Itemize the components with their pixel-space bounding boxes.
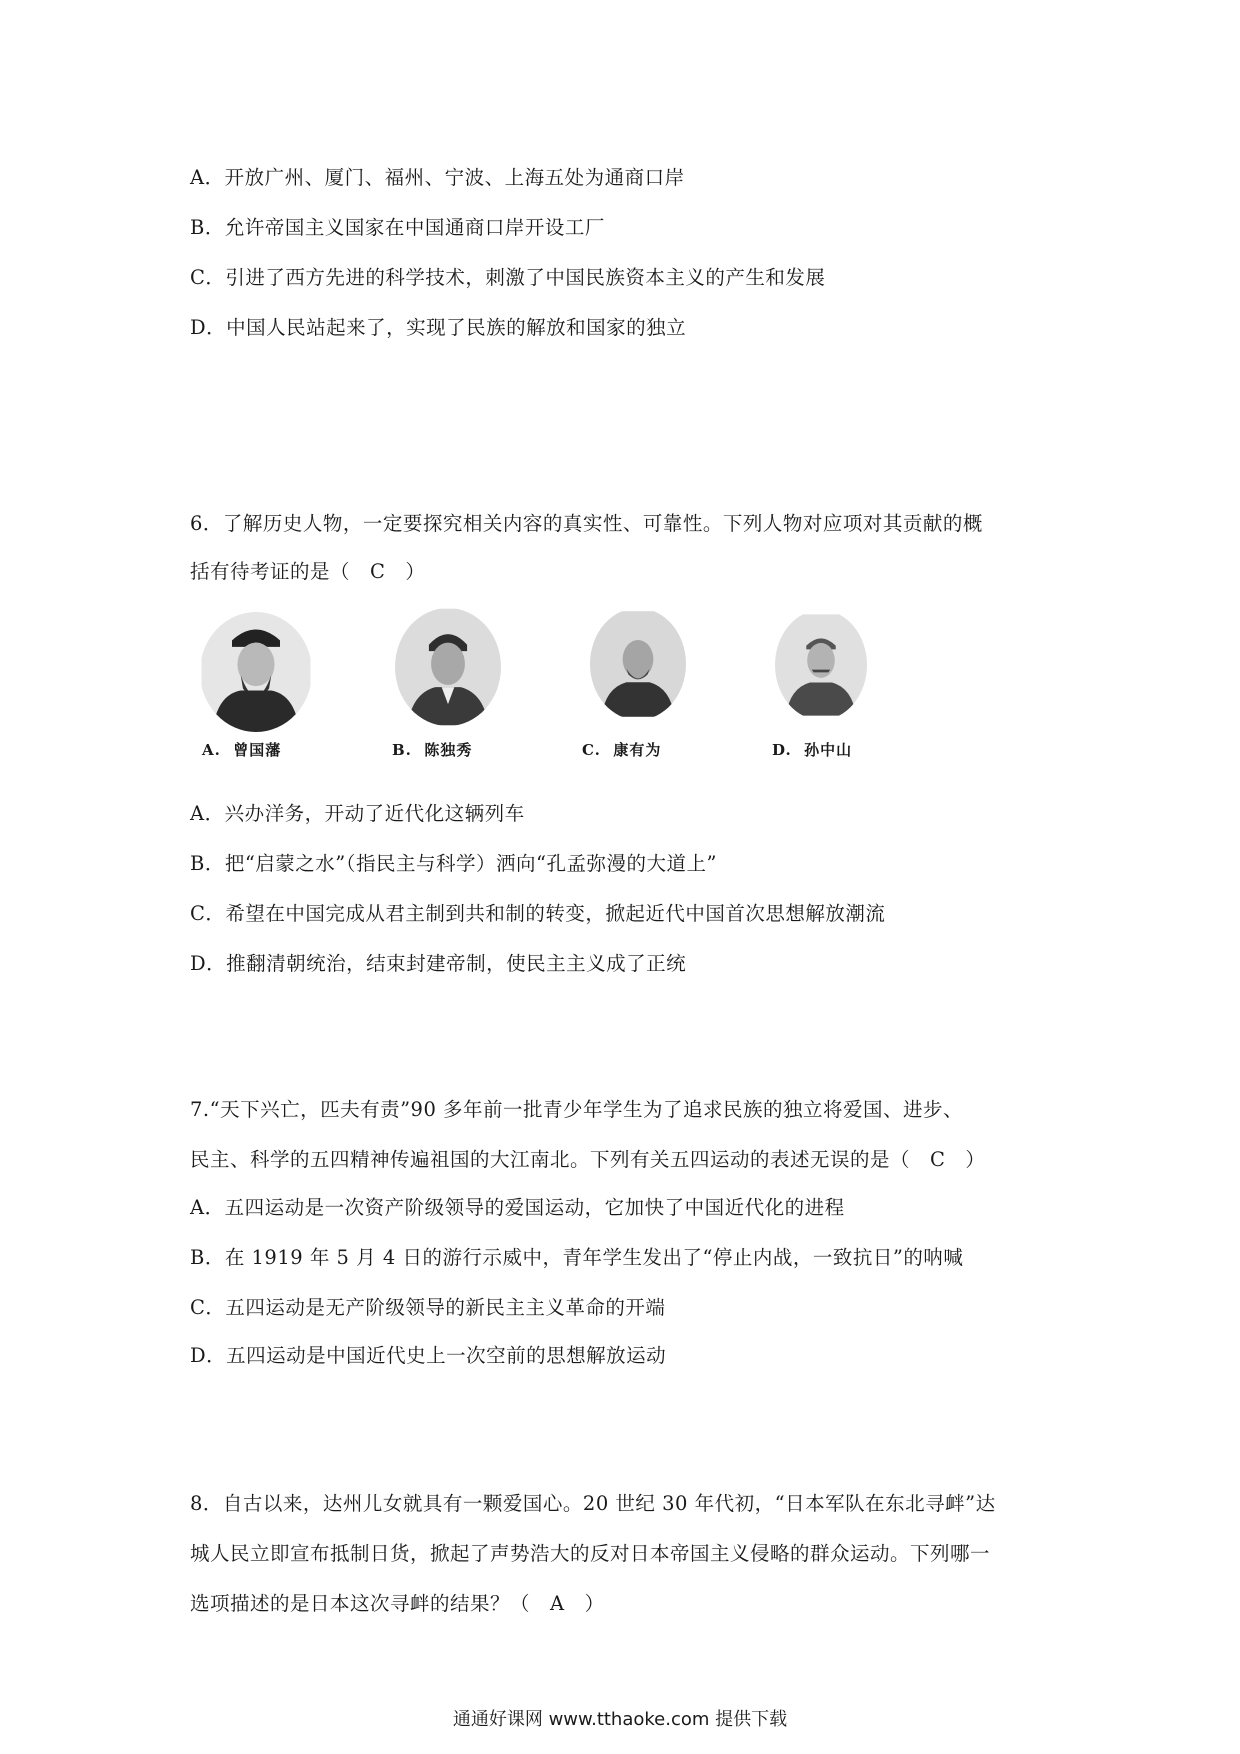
q6-option-a: A．兴办洋务，开动了近代化这辆列车 bbox=[190, 802, 525, 825]
caption-c: C. 康有为 bbox=[582, 741, 662, 759]
portrait-b-chen-duxiu bbox=[395, 608, 501, 726]
q8-stem-line-2: 城人民立即宣布抵制日货，掀起了声势浩大的反对日本帝国主义侵略的群众运动。下列哪一 bbox=[190, 1542, 991, 1565]
q5-option-a: A．开放广州、厦门、福州、宁波、上海五处为通商口岸 bbox=[190, 166, 685, 189]
portrait-c-image bbox=[590, 608, 686, 720]
q7-stem-line-1: 7.“天下兴亡，匹夫有责”90 多年前一批青少年学生为了追求民族的独立将爱国、进步、 bbox=[190, 1098, 964, 1121]
q6-stem-line-2: 括有待考证的是（ C ） bbox=[190, 560, 426, 583]
q5-option-c: C．引进了西方先进的科学技术，刺激了中国民族资本主义的产生和发展 bbox=[190, 266, 826, 289]
caption-b: B. 陈独秀 bbox=[392, 741, 473, 759]
q6-stem-line-1: 6．了解历史人物，一定要探究相关内容的真实性、可靠性。下列人物对应项对其贡献的概 bbox=[190, 512, 983, 535]
q8-stem-line-1: 8．自古以来，达州儿女就具有一颗爱国心。20 世纪 30 年代初，“日本军队在东北寻衅”达 bbox=[190, 1492, 996, 1515]
portrait-c-kang-youwei bbox=[590, 608, 686, 720]
portrait-d-sun-yat-sen bbox=[775, 610, 867, 720]
q7-option-a: A．五四运动是一次资产阶级领导的爱国运动，它加快了中国近代化的进程 bbox=[190, 1196, 845, 1219]
portrait-d-image bbox=[775, 610, 867, 720]
q6-option-d: D．推翻清朝统治，结束封建帝制，使民主主义成了正统 bbox=[190, 952, 687, 975]
q7-option-c: C．五四运动是无产阶级领导的新民主主义革命的开端 bbox=[190, 1296, 666, 1319]
q7-stem-line-2: 民主、科学的五四精神传遍祖国的大江南北。下列有关五四运动的表述无误的是（ C ） bbox=[190, 1148, 986, 1171]
caption-a: A. 曾国藩 bbox=[202, 741, 282, 759]
footer-watermark: 通通好课网 www.tthaoke.com 提供下载 bbox=[452, 1709, 788, 1730]
portrait-b-image bbox=[395, 608, 501, 726]
q5-option-d: D．中国人民站起来了，实现了民族的解放和国家的独立 bbox=[190, 316, 687, 339]
q8-stem-line-3: 选项描述的是日本这次寻衅的结果？（ A ） bbox=[190, 1592, 605, 1615]
q6-option-b: B．把“启蒙之水”（指民主与科学）洒向“孔孟弥漫的大道上” bbox=[190, 852, 717, 875]
q5-option-b: B．允许帝国主义国家在中国通商口岸开设工厂 bbox=[190, 216, 605, 239]
caption-d: D. 孙中山 bbox=[772, 741, 853, 759]
q7-option-b: B．在 1919 年 5 月 4 日的游行示威中，青年学生发出了“停止内战，一致抗日”的呐喊 bbox=[190, 1246, 964, 1269]
portrait-a-image bbox=[200, 612, 312, 732]
portrait-a-zeng-guofan bbox=[200, 612, 312, 732]
q7-option-d: D．五四运动是中国近代史上一次空前的思想解放运动 bbox=[190, 1344, 667, 1367]
q6-option-c: C．希望在中国完成从君主制到共和制的转变，掀起近代中国首次思想解放潮流 bbox=[190, 902, 886, 925]
